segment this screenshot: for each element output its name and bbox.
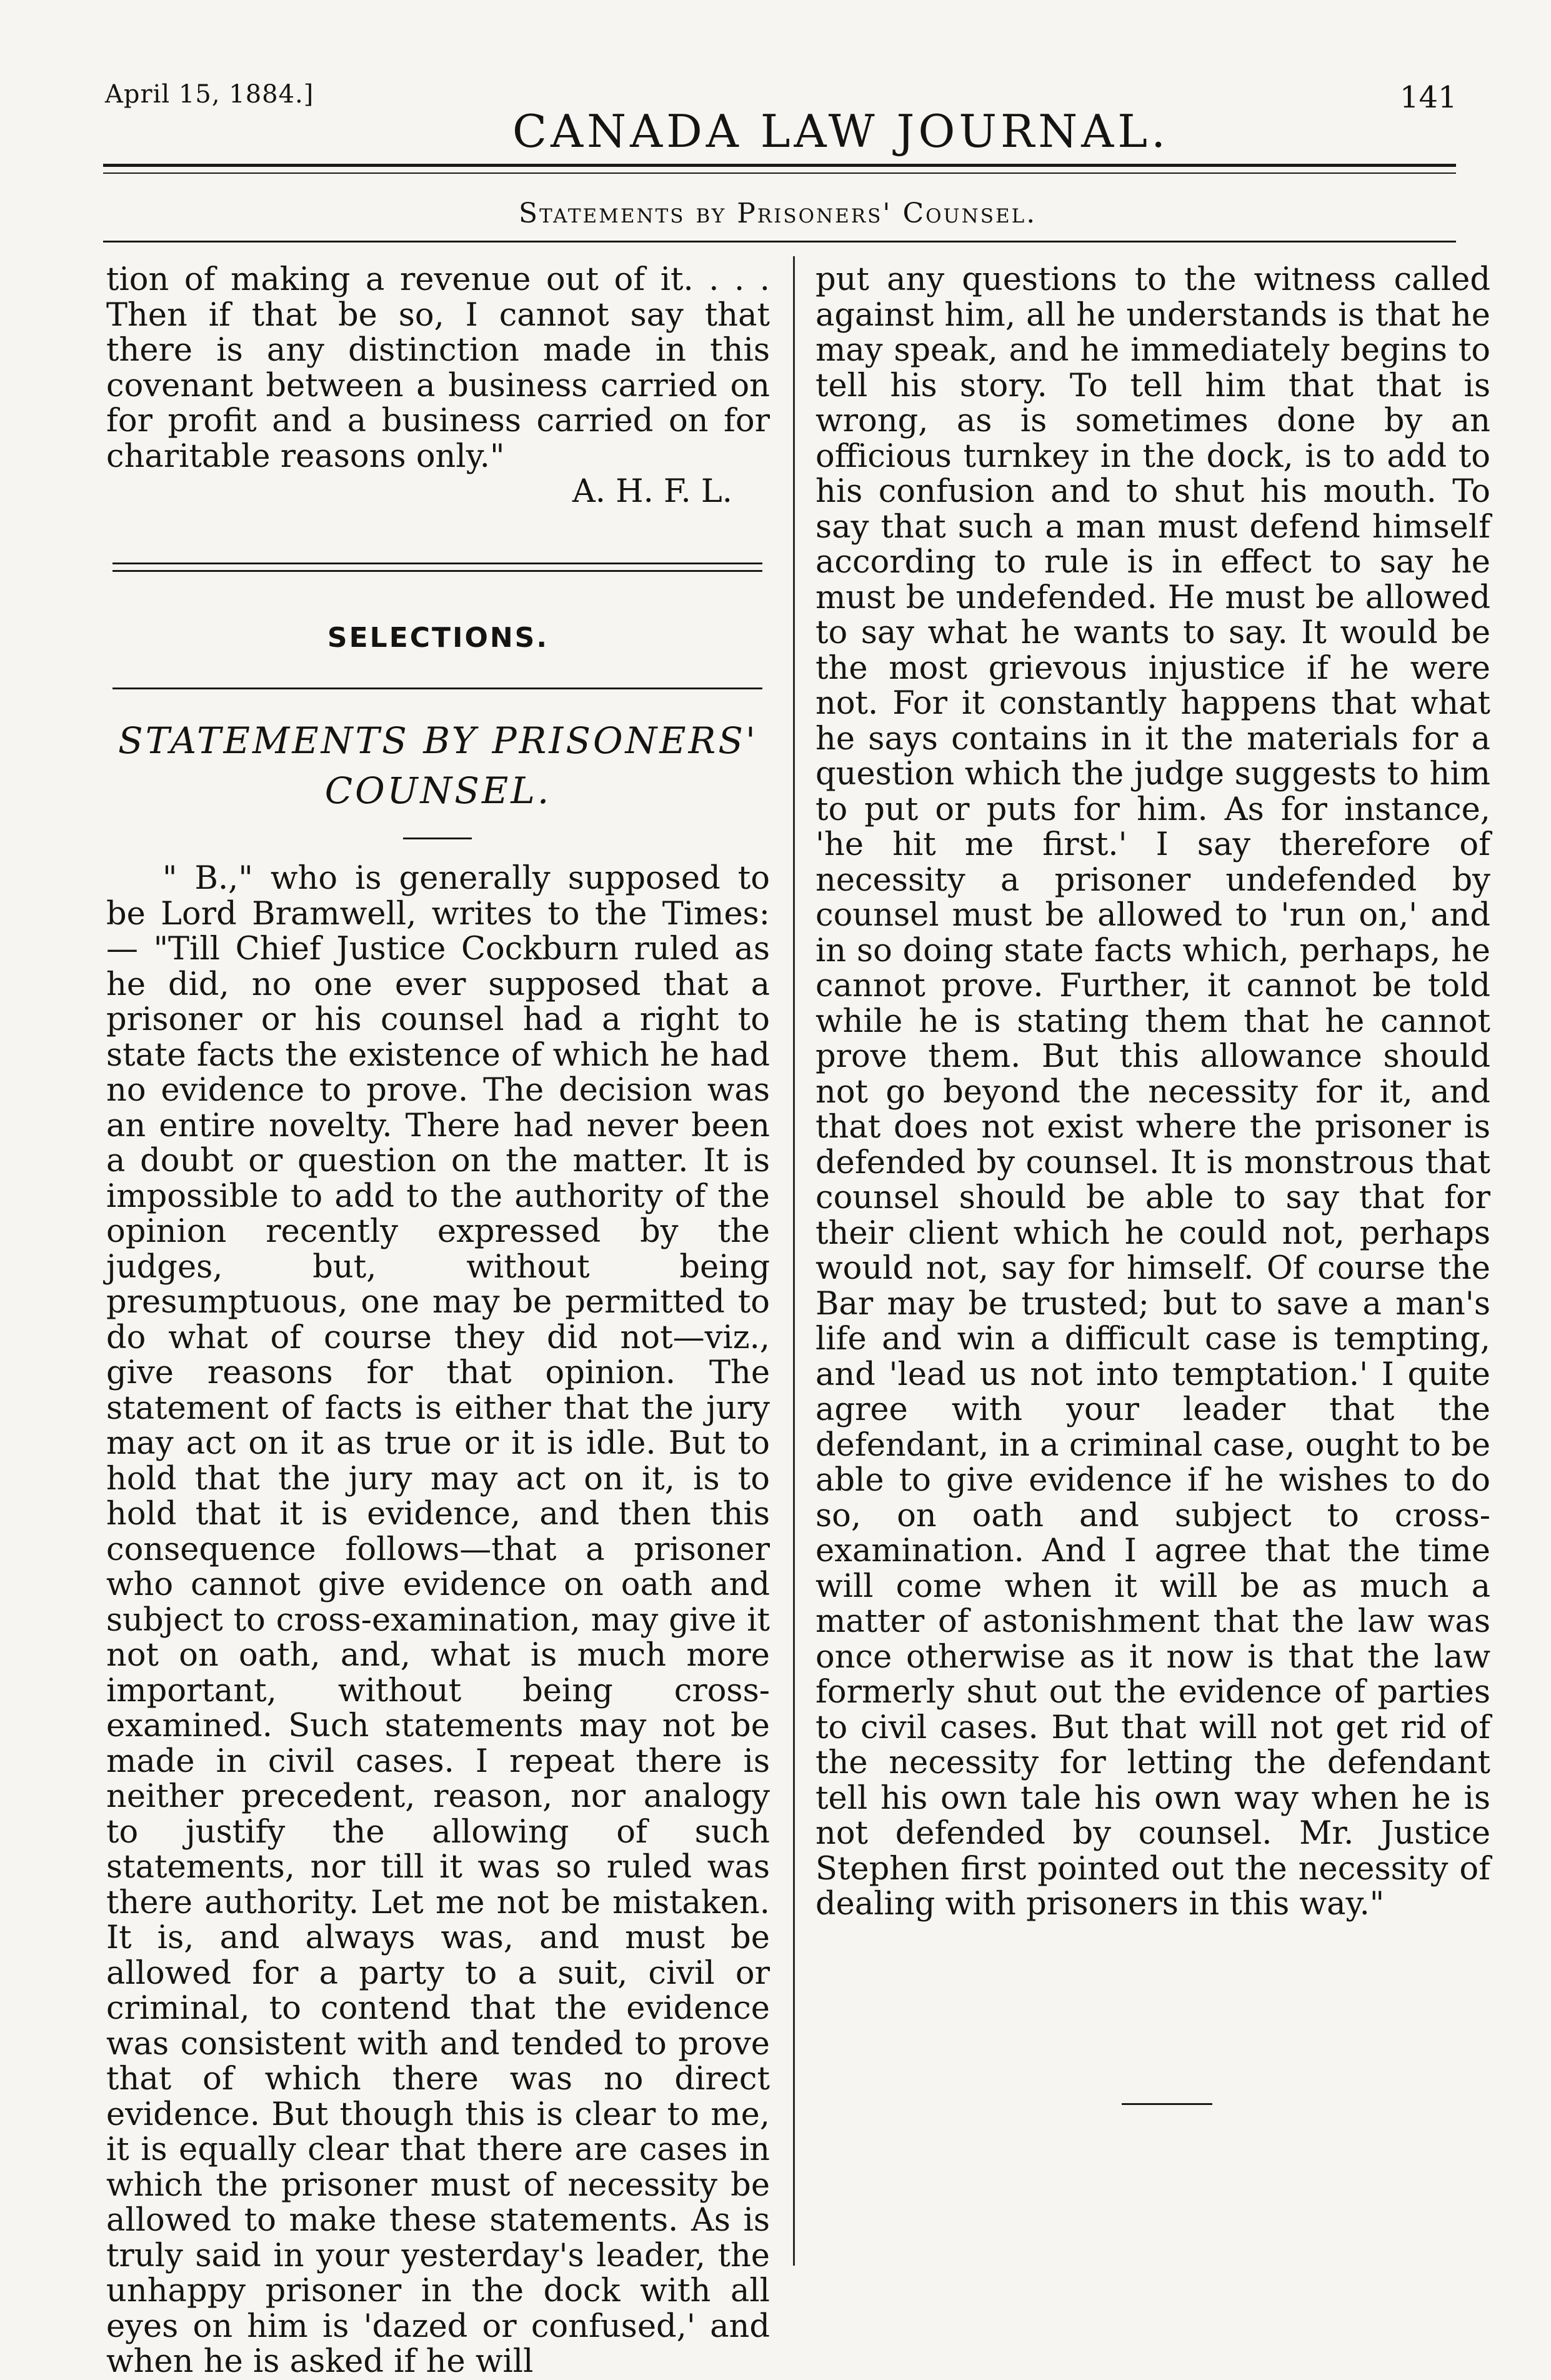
end-rule bbox=[1122, 2103, 1212, 2105]
article-continuation: put any questions to the witness called against him, all he understands is that he may speak, and he immediately begins to tell his story. To tell him that that is wrong, as is sometimes done by an officious turnkey in the dock, is to add to his confusion and to shut his mouth. To say that such a man must defend himself according to rule is in effect to say he must be undefended. He must be allowed to say what he wants to say. It would be the most grievous injustice if he were not. For it constantly happens that what he says contains in it the materials for a question which the judge suggests to him to put or puts for him. As for instance, 'he hit me first.' I say therefore of necessity a prisoner undefended by counsel must be allowed to 'run on,' and in so doing state facts which, perhaps, he cannot prove. Further, it cannot be told while he is stating them that he cannot prove them. But this allowance should not go beyond the necessity for it, and that does not exist where the prisoner is defended by counsel. It is monstrous that counsel should be able to say that for their client which he could not, perhaps would not, say for himself. Of course the Bar may be trusted; but to save a man's life and win a difficult case is tempting, and 'lead us not into temptation.' I quite agree with your leader that the defendant, in a criminal case, ought to be able to give evidence if he wishes to do so, on oath and subject to cross-examination. And I agree that the time will come when it will be as much a matter of astonishment that the law was once otherwise as it now is that the law formerly shut out the evidence of parties to civil cases. But that will not get rid of the necessity for letting the defendant tell his own tale his own way when he is not defended by counsel. Mr. Justice Stephen first pointed out the necessity of dealing with prisoners in this way." bbox=[815, 261, 1490, 1922]
left-column-continued bbox=[106, 262, 770, 510]
journal-title: CANADA LAW JOURNAL. bbox=[512, 105, 1169, 158]
running-title: Statements by Prisoners' Counsel. bbox=[519, 198, 1037, 229]
double-rule-bottom bbox=[112, 570, 762, 572]
page-number: 141 bbox=[1400, 80, 1457, 115]
right-column bbox=[815, 262, 1490, 1922]
article-body-left bbox=[106, 861, 770, 2380]
issue-date: April 15, 1884.] bbox=[105, 80, 314, 109]
header-rule-bottom bbox=[103, 172, 1456, 174]
section-heading: SELECTIONS. bbox=[327, 622, 549, 654]
double-rule-top bbox=[112, 562, 762, 564]
article-paragraph: " B.," who is generally supposed to be Lord Bramwell, writes to the Times:— "Till Chief Justice Cockburn ruled as he did, no one ever supposed that a prisoner or his counsel had a right to state facts the existence of which he had no evidence to prove. The decision was an entire novelty. There had never been a doubt or question on the matter. It is impossible to add to the authority of the opinion recently expressed by the judges, but, without being presumptuous, one may be permitted to do what of course they did not—viz., give reasons for that opinion. The statement of facts is either that the jury may act on it as true or it is idle. But to hold that the jury may act on it, is to hold that it is evidence, and then this consequence follows—that a prisoner who cannot give evidence on oath and subject to cross-examination, may give it not on oath, and, what is much more important, without being cross-examined. Such statements may not be made in civil cases. I repeat there is neither precedent, reason, nor analogy to justify the allowing of such statements, nor till it was so ruled was there authority. Let me not be mistaken. It is, and always was, and must be allowed for a party to a suit, civil or criminal, to contend that the evidence was consistent with and tended to prove that of which there was no direct evidence. But though this is clear to me, it is equally clear that there are cases in which the prisoner must of necessity be allowed to make these statements. As is truly said in your yesterday's leader, the unhappy prisoner in the dock with all eyes on him is 'dazed or confused,' and when he is asked if he will bbox=[106, 860, 770, 2380]
running-title-rule bbox=[103, 241, 1456, 242]
article-title-line2: COUNSEL. bbox=[324, 769, 552, 812]
header-rule-top bbox=[103, 164, 1456, 167]
column-divider bbox=[793, 256, 795, 2266]
section-heading-rule bbox=[112, 688, 762, 689]
title-short-rule bbox=[403, 838, 472, 839]
article-title bbox=[106, 716, 770, 816]
continued-paragraph: tion of making a revenue out of it. . . . Then if that be so, I cannot say that there is any distinction made in this covenant between a business carried on for profit and a business carried on for charitable reasons only." bbox=[106, 261, 770, 475]
article-title-line1: STATEMENTS BY PRISONERS' bbox=[118, 719, 758, 762]
author-signature: A. H. F. L. bbox=[572, 473, 732, 510]
